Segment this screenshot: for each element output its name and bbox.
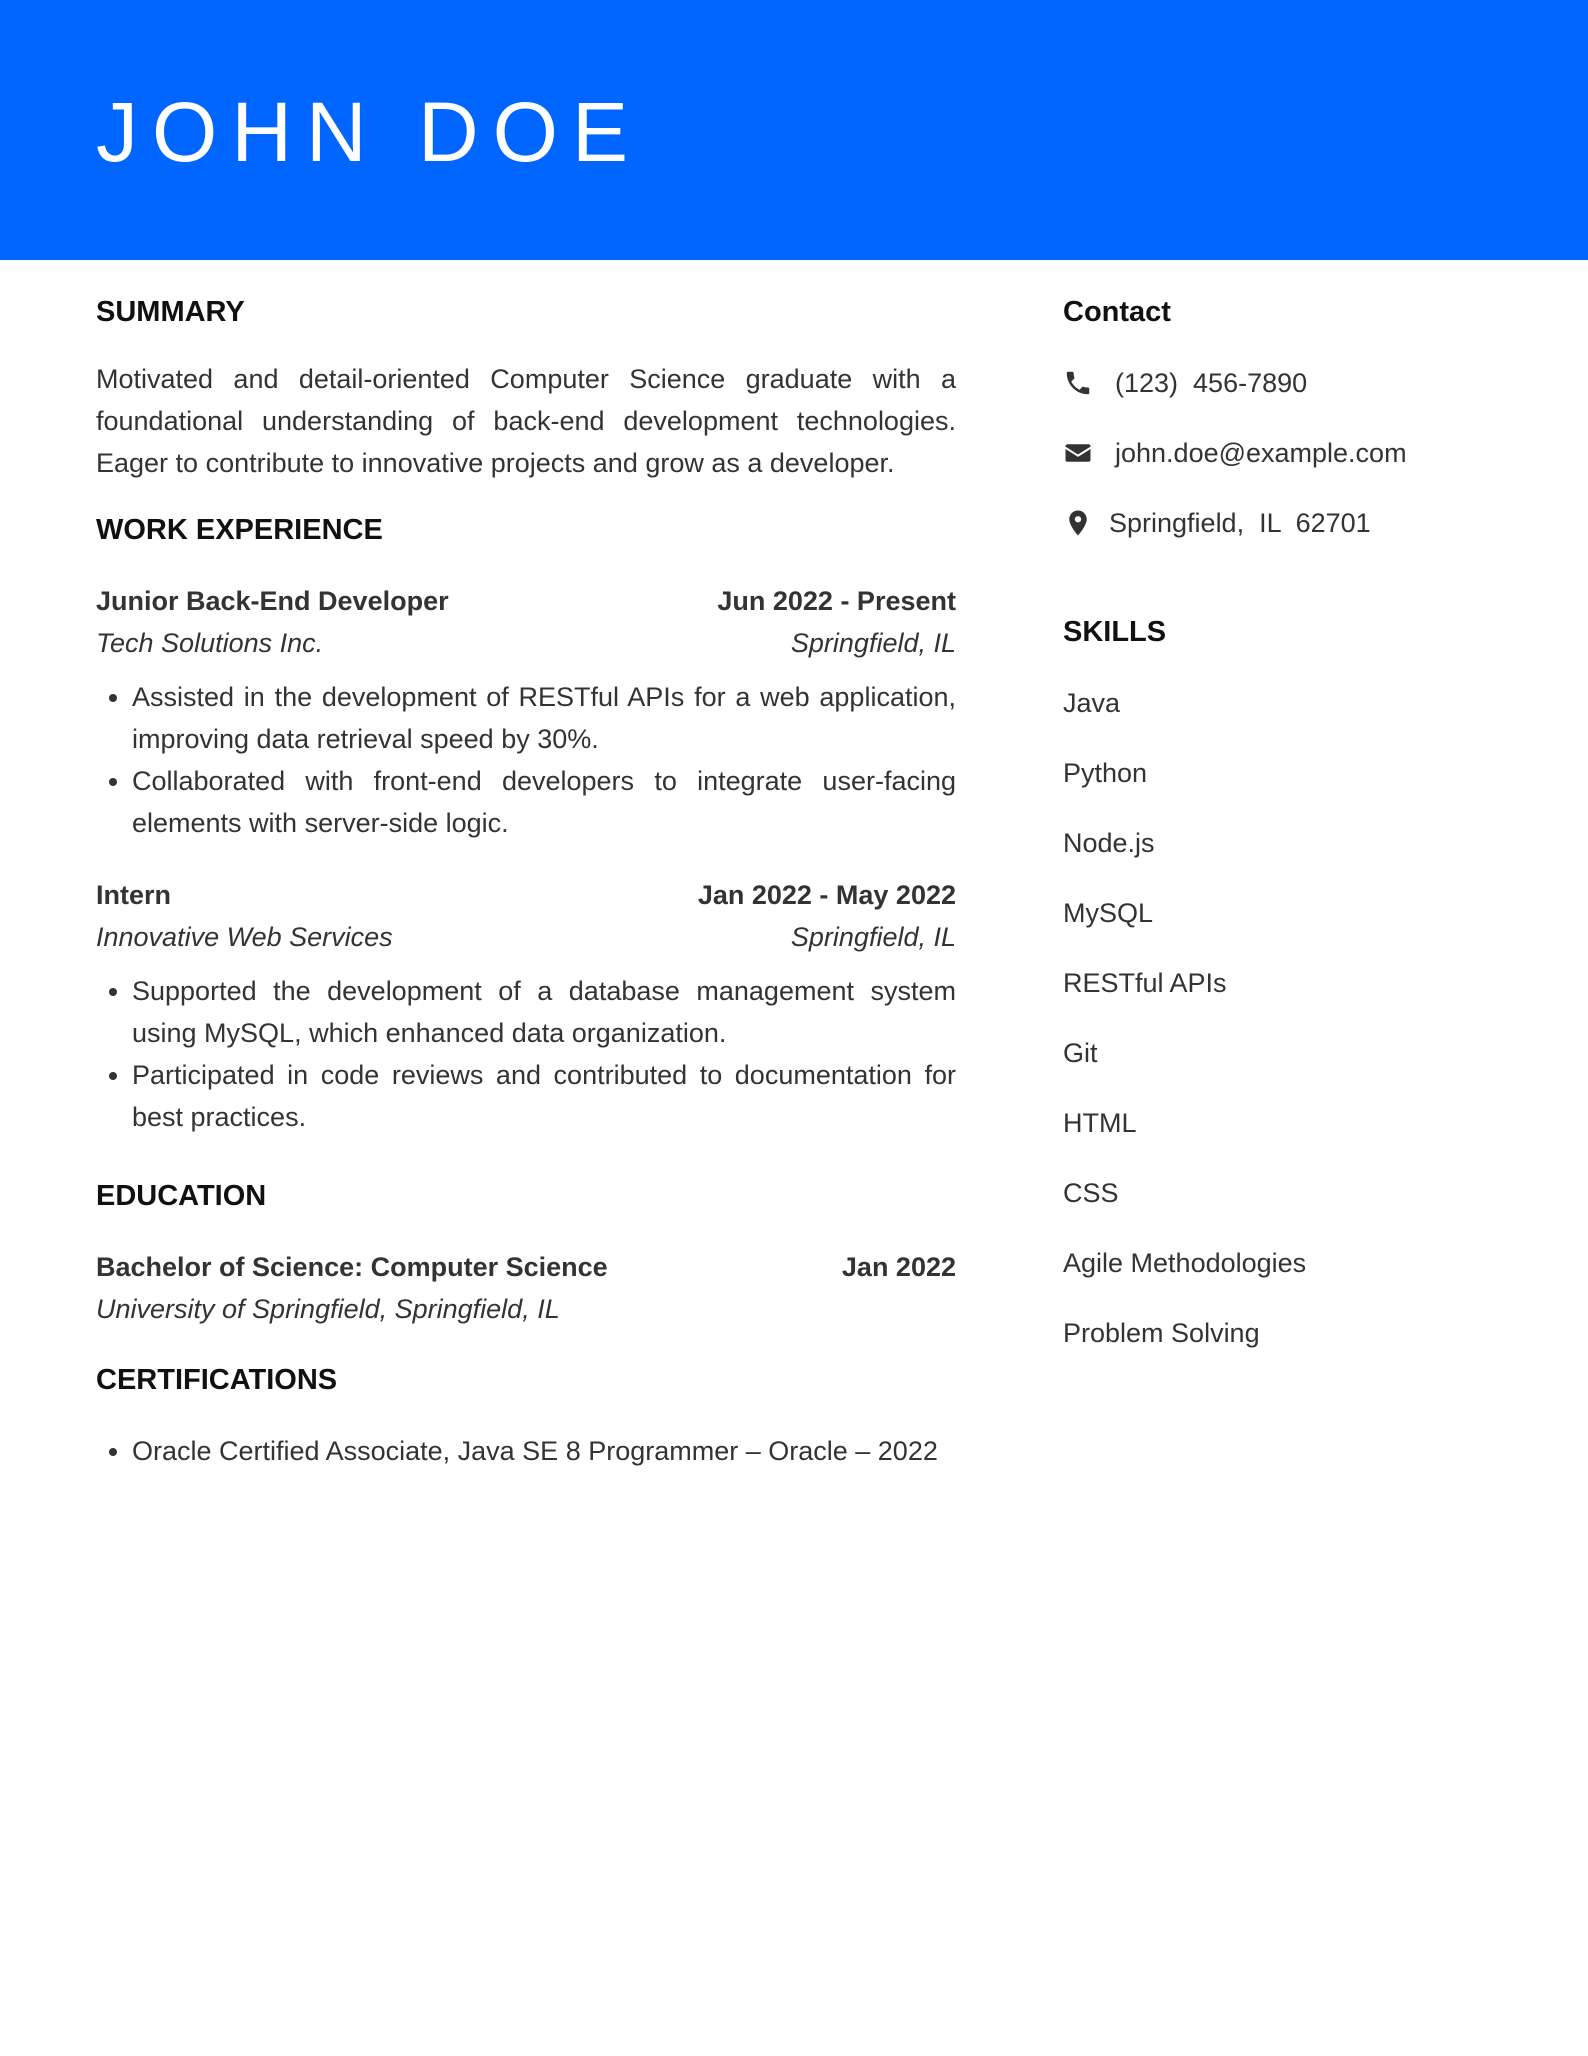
job-bullets [96,970,956,1138]
job-bullet: • Assisted in the development of RESTful APIs for a web application, improving data retrieval speed by 30%. [132,676,956,760]
job-role: Junior Back-End Developer [96,586,449,616]
job-location: Springfield, IL [790,628,956,658]
job-company: Innovative Web Services [96,922,393,952]
main-column [96,292,956,1472]
degree: Bachelor of Science: Computer Science [96,1252,608,1282]
certifications-title: CERTIFICATIONS [96,1364,338,1396]
contact-email [1063,432,1523,474]
skill-item: MySQL [1063,898,1154,928]
phone-number: (123) 456-7890 [1115,368,1308,398]
job-bullet: • Supported the development of a database management system using MySQL, which enhanced data organization. [132,970,956,1054]
skill-item: HTML [1063,1108,1137,1138]
job-entry [96,580,956,844]
skill-item: Problem Solving [1063,1318,1260,1348]
envelope-icon [1063,438,1093,468]
skill-item: Java [1063,688,1121,718]
contact-phone [1063,362,1523,404]
skills-title: SKILLS [1063,616,1167,648]
contact-title: Contact [1063,296,1171,328]
sidebar-column [1063,292,1523,1354]
education-entry [96,1246,956,1330]
job-bullets [96,676,956,844]
job-role: Intern [96,880,172,910]
job-entry [96,874,956,1138]
skill-item: CSS [1063,1178,1119,1208]
candidate-name: JOHN DOE [96,85,643,179]
summary-text: Motivated and detail-oriented Computer Science graduate with a foundational understanding of back-end development technologies. Eager to contribute to innovative projects and grow as a developer. [96,364,956,478]
graduation-date: Jan 2022 [841,1252,956,1282]
skill-item: Python [1063,758,1148,788]
email-address: john.doe@example.com [1115,438,1407,468]
skill-item: Agile Methodologies [1063,1248,1307,1278]
phone-icon [1063,368,1093,398]
skill-item: Node.js [1063,828,1155,858]
contact-location [1063,502,1523,544]
education-title: EDUCATION [96,1180,267,1212]
job-company: Tech Solutions Inc. [96,628,324,658]
location-text: Springfield, IL 62701 [1109,508,1371,538]
work-experience-title: WORK EXPERIENCE [96,514,383,546]
header-banner [0,0,1588,260]
job-dates: Jun 2022 - Present [717,586,956,616]
skill-item: RESTful APIs [1063,968,1227,998]
certification-item: • Oracle Certified Associate, Java SE 8 Programmer – Oracle – 2022 [132,1430,956,1472]
certifications-list [96,1430,956,1472]
job-location: Springfield, IL [790,922,956,952]
skill-item: Git [1063,1038,1098,1068]
job-bullet: • Collaborated with front-end developers to integrate user-facing elements with server-side logic. [132,760,956,844]
summary-title: SUMMARY [96,296,245,328]
skills-list [1063,682,1523,1354]
map-pin-icon [1063,508,1093,538]
job-dates: Jan 2022 - May 2022 [697,880,956,910]
school: University of Springfield, Springfield, IL [96,1294,560,1324]
job-bullet: • Participated in code reviews and contributed to documentation for best practices. [132,1054,956,1138]
